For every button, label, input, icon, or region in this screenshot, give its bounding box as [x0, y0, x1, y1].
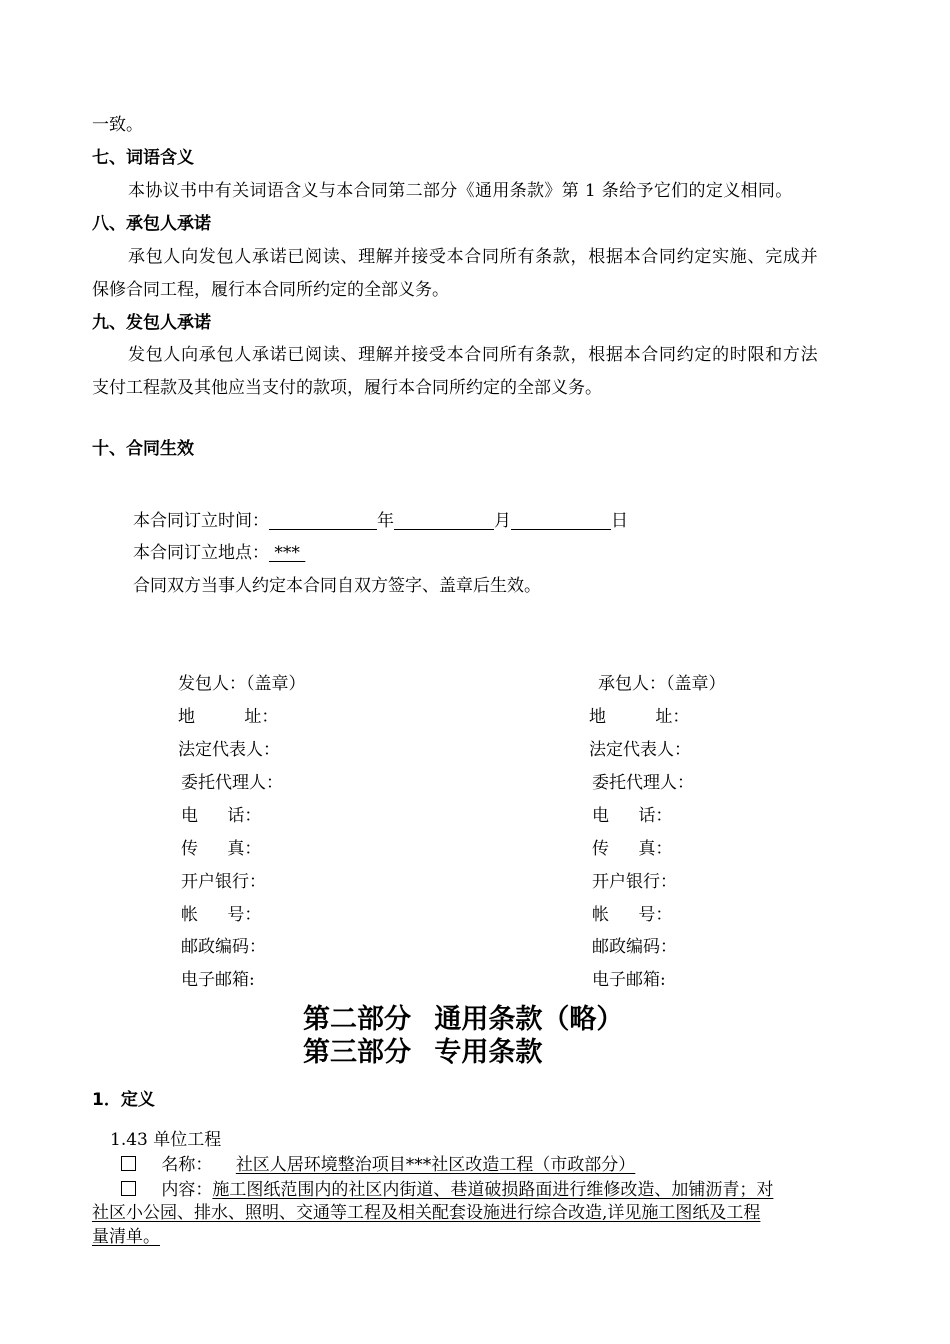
sign-time-row: [133, 512, 628, 530]
contractor-account: 帐 号：: [592, 905, 673, 925]
month-label: 月: [494, 511, 511, 531]
section-7-heading: 七、词语含义: [92, 148, 194, 168]
contractor-legal-rep: 法定代表人：: [589, 740, 691, 760]
employer-fax: 传 真：: [181, 839, 262, 859]
employer-agent: 委托代理人：: [181, 773, 283, 793]
contractor-title: 承包人：（盖章）: [598, 674, 726, 694]
section-9-body-line-2: 支付工程款及其他应当支付的款项，履行本合同所约定的全部义务。: [92, 378, 602, 398]
contractor-phone: 电 话：: [592, 806, 673, 826]
employer-address: 地 址：: [178, 707, 279, 727]
name-label: 名称：: [161, 1155, 213, 1175]
name-value: 社区人居环境整治项目***社区改造工程（市政部分）: [235, 1155, 636, 1175]
section-8-body-line-2: 保修合同工程，履行本合同所约定的全部义务。: [92, 280, 449, 300]
sign-place-value: ***: [269, 543, 306, 563]
employer-bank: 开户银行：: [181, 872, 266, 892]
employer-email: 电子邮箱:: [181, 970, 255, 990]
contractor-email: 电子邮箱:: [592, 970, 666, 990]
section-7-body: 本协议书中有关词语含义与本合同第二部分《通用条款》第 1 条给予它们的定义相同。: [128, 181, 793, 201]
content-line-1: 施工图纸范围内的社区内街道、巷道破损路面进行维修改造、加铺沥青；对: [212, 1180, 774, 1200]
checkbox-icon: [121, 1181, 136, 1196]
section-9-heading: 九、发包人承诺: [92, 313, 211, 333]
intro-tail-text: 一致。: [92, 115, 143, 135]
section-8-body-line-1: 承包人向发包人承诺已阅读、理解并接受本合同所有条款，根据本合同约定实施、完成并: [128, 247, 819, 267]
contractor-agent: 委托代理人：: [592, 773, 694, 793]
section-9-body-line-1: 发包人向承包人承诺已阅读、理解并接受本合同所有条款，根据本合同约定的时限和方法: [128, 345, 819, 365]
contractor-bank: 开户银行：: [592, 872, 677, 892]
employer-postcode: 邮政编码：: [181, 937, 266, 957]
employer-phone: 电 话：: [181, 806, 262, 826]
day-label: 日: [611, 511, 628, 531]
section-10-heading: 十、合同生效: [92, 439, 194, 459]
sign-place-label: 本合同订立地点：: [133, 543, 269, 563]
contractor-address: 地 址：: [589, 707, 690, 727]
employer-account: 帐 号：: [181, 905, 262, 925]
day-blank: [511, 512, 611, 530]
part-3-heading: 第三部分 专用条款: [303, 1037, 543, 1068]
content-row: [121, 1181, 773, 1199]
effect-note: 合同双方当事人约定本合同自双方签字、盖章后生效。: [133, 576, 541, 596]
year-blank: [269, 512, 377, 530]
content-label: 内容：: [161, 1180, 213, 1200]
month-blank: [394, 512, 494, 530]
checkbox-icon: [121, 1156, 136, 1171]
definition-item-label: 1.43 单位工程: [110, 1130, 222, 1150]
employer-title: 发包人：（盖章）: [178, 674, 306, 694]
contractor-fax: 传 真：: [592, 839, 673, 859]
year-label: 年: [377, 511, 394, 531]
sign-time-label: 本合同订立时间：: [133, 511, 269, 531]
section-8-heading: 八、承包人承诺: [92, 214, 211, 234]
sign-place-row: [133, 545, 305, 562]
contractor-postcode: 邮政编码：: [592, 937, 677, 957]
employer-legal-rep: 法定代表人：: [178, 740, 280, 760]
name-row: [121, 1156, 635, 1174]
definitions-heading: 1．定义: [92, 1090, 155, 1110]
content-line-3: 量清单。: [92, 1227, 160, 1247]
part-2-heading: 第二部分 通用条款（略）: [303, 1004, 624, 1035]
content-line-2: 社区小公园、排水、照明、交通等工程及相关配套设施进行综合改造,详见施工图纸及工程: [92, 1203, 761, 1223]
